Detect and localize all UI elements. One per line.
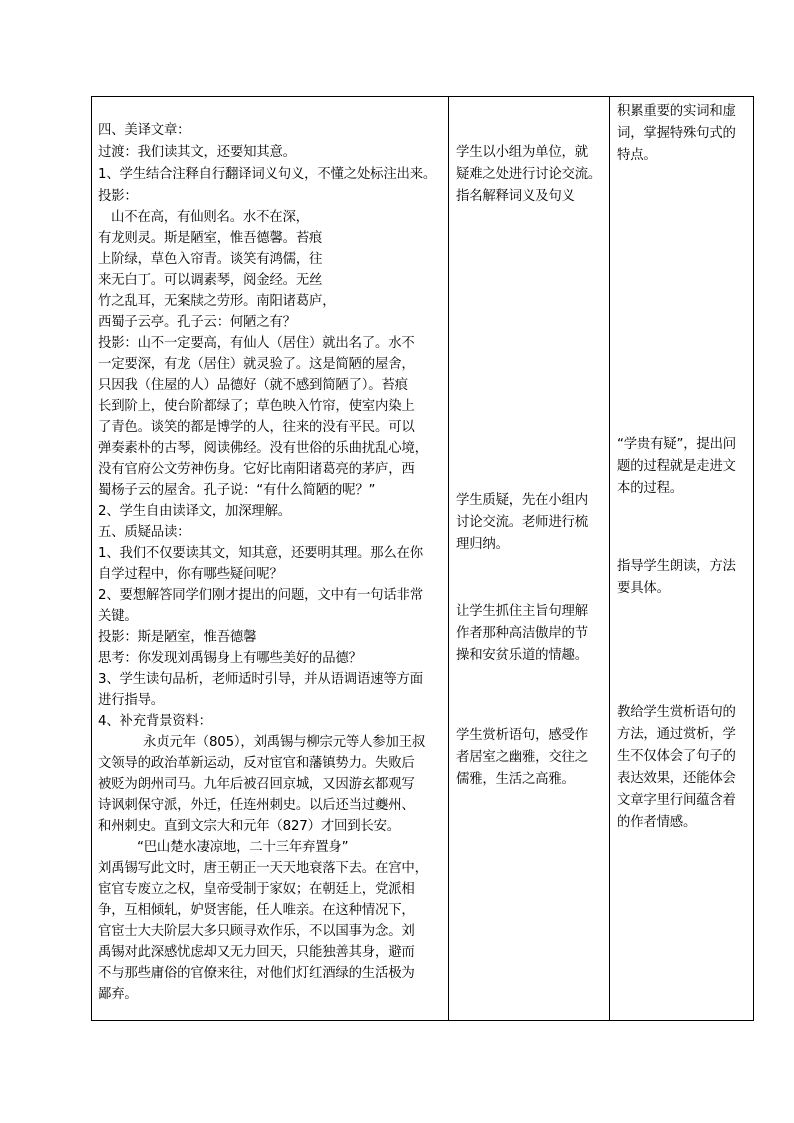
text-line: 学生以小组为单位，就 (456, 145, 588, 160)
text-line: 过渡：我们读其文，还要知其意。 (98, 145, 296, 160)
text-line: 要具体。 (617, 581, 670, 596)
text-line: 操和安贫乐道的情趣。 (456, 648, 588, 663)
text-line: 来无白丁。可以调素琴，阅金经。无丝 (98, 273, 323, 288)
text-line: 弹奏素朴的古琴，阅读佛经。没有世俗的乐曲扰乱心境， (98, 441, 428, 456)
text-line: 西蜀子云亭。孔子云：何陋之有？ (98, 315, 296, 330)
text-line: “学贵有疑”，提出问 (617, 437, 736, 452)
text-line: 题的过程就是走进文 (617, 459, 736, 474)
text-line: 本的过程。 (617, 481, 683, 496)
text-line: 1、我们不仅要读其文，知其意，还要明其理。那么在你 (98, 546, 423, 561)
text-line: 不与那些庸俗的官僚来往，对他们灯红酒绿的生活极为 (98, 966, 415, 981)
text-line: 生不仅体会了句子的 (617, 749, 736, 764)
text-line: 投影：斯是陋室，惟吾德馨 (98, 630, 257, 645)
text-line: 儒雅，生活之高雅。 (456, 772, 575, 787)
text-line: 禹锡对此深感忧虑却又无力回天，只能独善其身，避而 (98, 945, 415, 960)
text-line: 只因我（住屋的人）品德好（就不感到简陋了）。苔痕 (98, 378, 408, 393)
text-line: 永贞元年（805），刘禹锡与柳宗元等人参加王叔 (143, 735, 426, 750)
text-line: 鄙弃。 (98, 987, 138, 1002)
text-line: 一定要深，有龙（居住）就灵验了。这是简陋的屋舍， (98, 357, 415, 372)
text-line: 四、美译文章： (98, 123, 191, 138)
text-line: 特点。 (617, 148, 657, 163)
lesson-plan-table (91, 96, 754, 1021)
text-line: 投影： (98, 189, 138, 204)
text-line: 五、质疑品读： (98, 525, 191, 540)
text-line: 文章字里行间蕴含着 (617, 793, 736, 808)
text-line: 词，掌握特殊句式的 (617, 126, 736, 141)
text-line: 山不在高，有仙则名。水不在深， (111, 210, 309, 225)
text-line: 2、要想解答同学们刚才提出的问题，文中有一句话非常 (98, 588, 423, 603)
text-line: 被贬为朗州司马。九年后被召回京城，又因游玄都观写 (98, 777, 415, 792)
text-line: 让学生抓住主旨句理解 (456, 604, 588, 619)
text-line: 蜀杨子云的屋舍。孔子说：“有什么简陋的呢？” (98, 483, 376, 498)
text-line: 了青色。谈笑的都是博学的人，往来的没有平民。可以 (98, 420, 415, 435)
text-line: 表达效果，还能体会 (617, 771, 736, 786)
text-line: 宦官专废立之权，皇帝受制于家奴；在朝廷上，党派相 (98, 882, 415, 897)
text-line: 关键。 (98, 609, 138, 624)
student-activity-column (449, 97, 610, 1020)
text-line: 长到阶上，使台阶都绿了；草色映入竹帘，使室内染上 (98, 399, 415, 414)
text-line: 讨论交流。老师进行梳 (456, 515, 588, 530)
text-line: 争，互相倾轧，妒贤害能，任人唯亲。在这种情况下， (98, 903, 415, 918)
text-line: 2、学生自由读译文，加深理解。 (98, 504, 291, 519)
text-line: 学生质疑，先在小组内 (456, 493, 588, 508)
text-line: 学生赏析语句，感受作 (456, 728, 588, 743)
teaching-process-column (92, 97, 449, 1020)
design-intent-column (610, 97, 755, 1020)
text-line: 和州刺史。直到文宗大和元年（827）才回到长安。 (98, 819, 400, 834)
text-line: 有龙则灵。斯是陋室，惟吾德馨。苔痕 (98, 231, 323, 246)
text-line: 指名解释词义及句义 (456, 189, 575, 204)
text-line: 投影：山不一定要高，有仙人（居住）就出名了。水不 (98, 336, 415, 351)
text-line: 诗讽刺保守派，外迁，任连州刺史。以后还当过夔州、 (98, 798, 415, 813)
text-line: 积累重要的实词和虚 (617, 104, 736, 119)
text-line: “巴山楚水凄凉地，二十三年弃置身” (137, 840, 349, 855)
text-line: 思考：你发现刘禹锡身上有哪些美好的品德？ (98, 651, 362, 666)
text-line: 方法，通过赏析，学 (617, 727, 736, 742)
text-line: 上阶绿，草色入帘青。谈笑有鸿儒，往 (98, 252, 323, 267)
text-line: 4、补充背景资料： (98, 714, 212, 729)
text-line: 文领导的政治革新运动，反对宦官和藩镇势力。失败后 (98, 756, 415, 771)
text-line: 没有官府公文劳神伤身。它好比南阳诸葛亮的茅庐，西 (98, 462, 415, 477)
text-line: 理归纳。 (456, 537, 509, 552)
text-line: 竹之乱耳，无案牍之劳形。南阳诸葛庐， (98, 294, 336, 309)
text-line: 指导学生朗读，方法 (617, 559, 736, 574)
text-line: 自学过程中，你有哪些疑问呢？ (98, 567, 283, 582)
text-line: 疑难之处进行讨论交流。 (456, 167, 602, 182)
text-line: 进行指导。 (98, 693, 164, 708)
text-line: 者居室之幽雅，交往之 (456, 750, 588, 765)
text-line: 1、学生结合注释自行翻译词义句义，不懂之处标注出来。 (98, 167, 437, 182)
text-line: 官宦士大夫阶层大多只顾寻欢作乐，不以国事为念。刘 (98, 924, 415, 939)
text-line: 教给学生赏析语句的 (617, 705, 736, 720)
text-line: 3、学生读句品析，老师适时引导，并从语调语速等方面 (98, 672, 423, 687)
text-line: 的作者情感。 (617, 815, 697, 830)
text-line: 刘禹锡写此文时，唐王朝正一天天地衰落下去。在宫中， (98, 861, 428, 876)
text-line: 作者那种高洁傲岸的节 (456, 626, 588, 641)
